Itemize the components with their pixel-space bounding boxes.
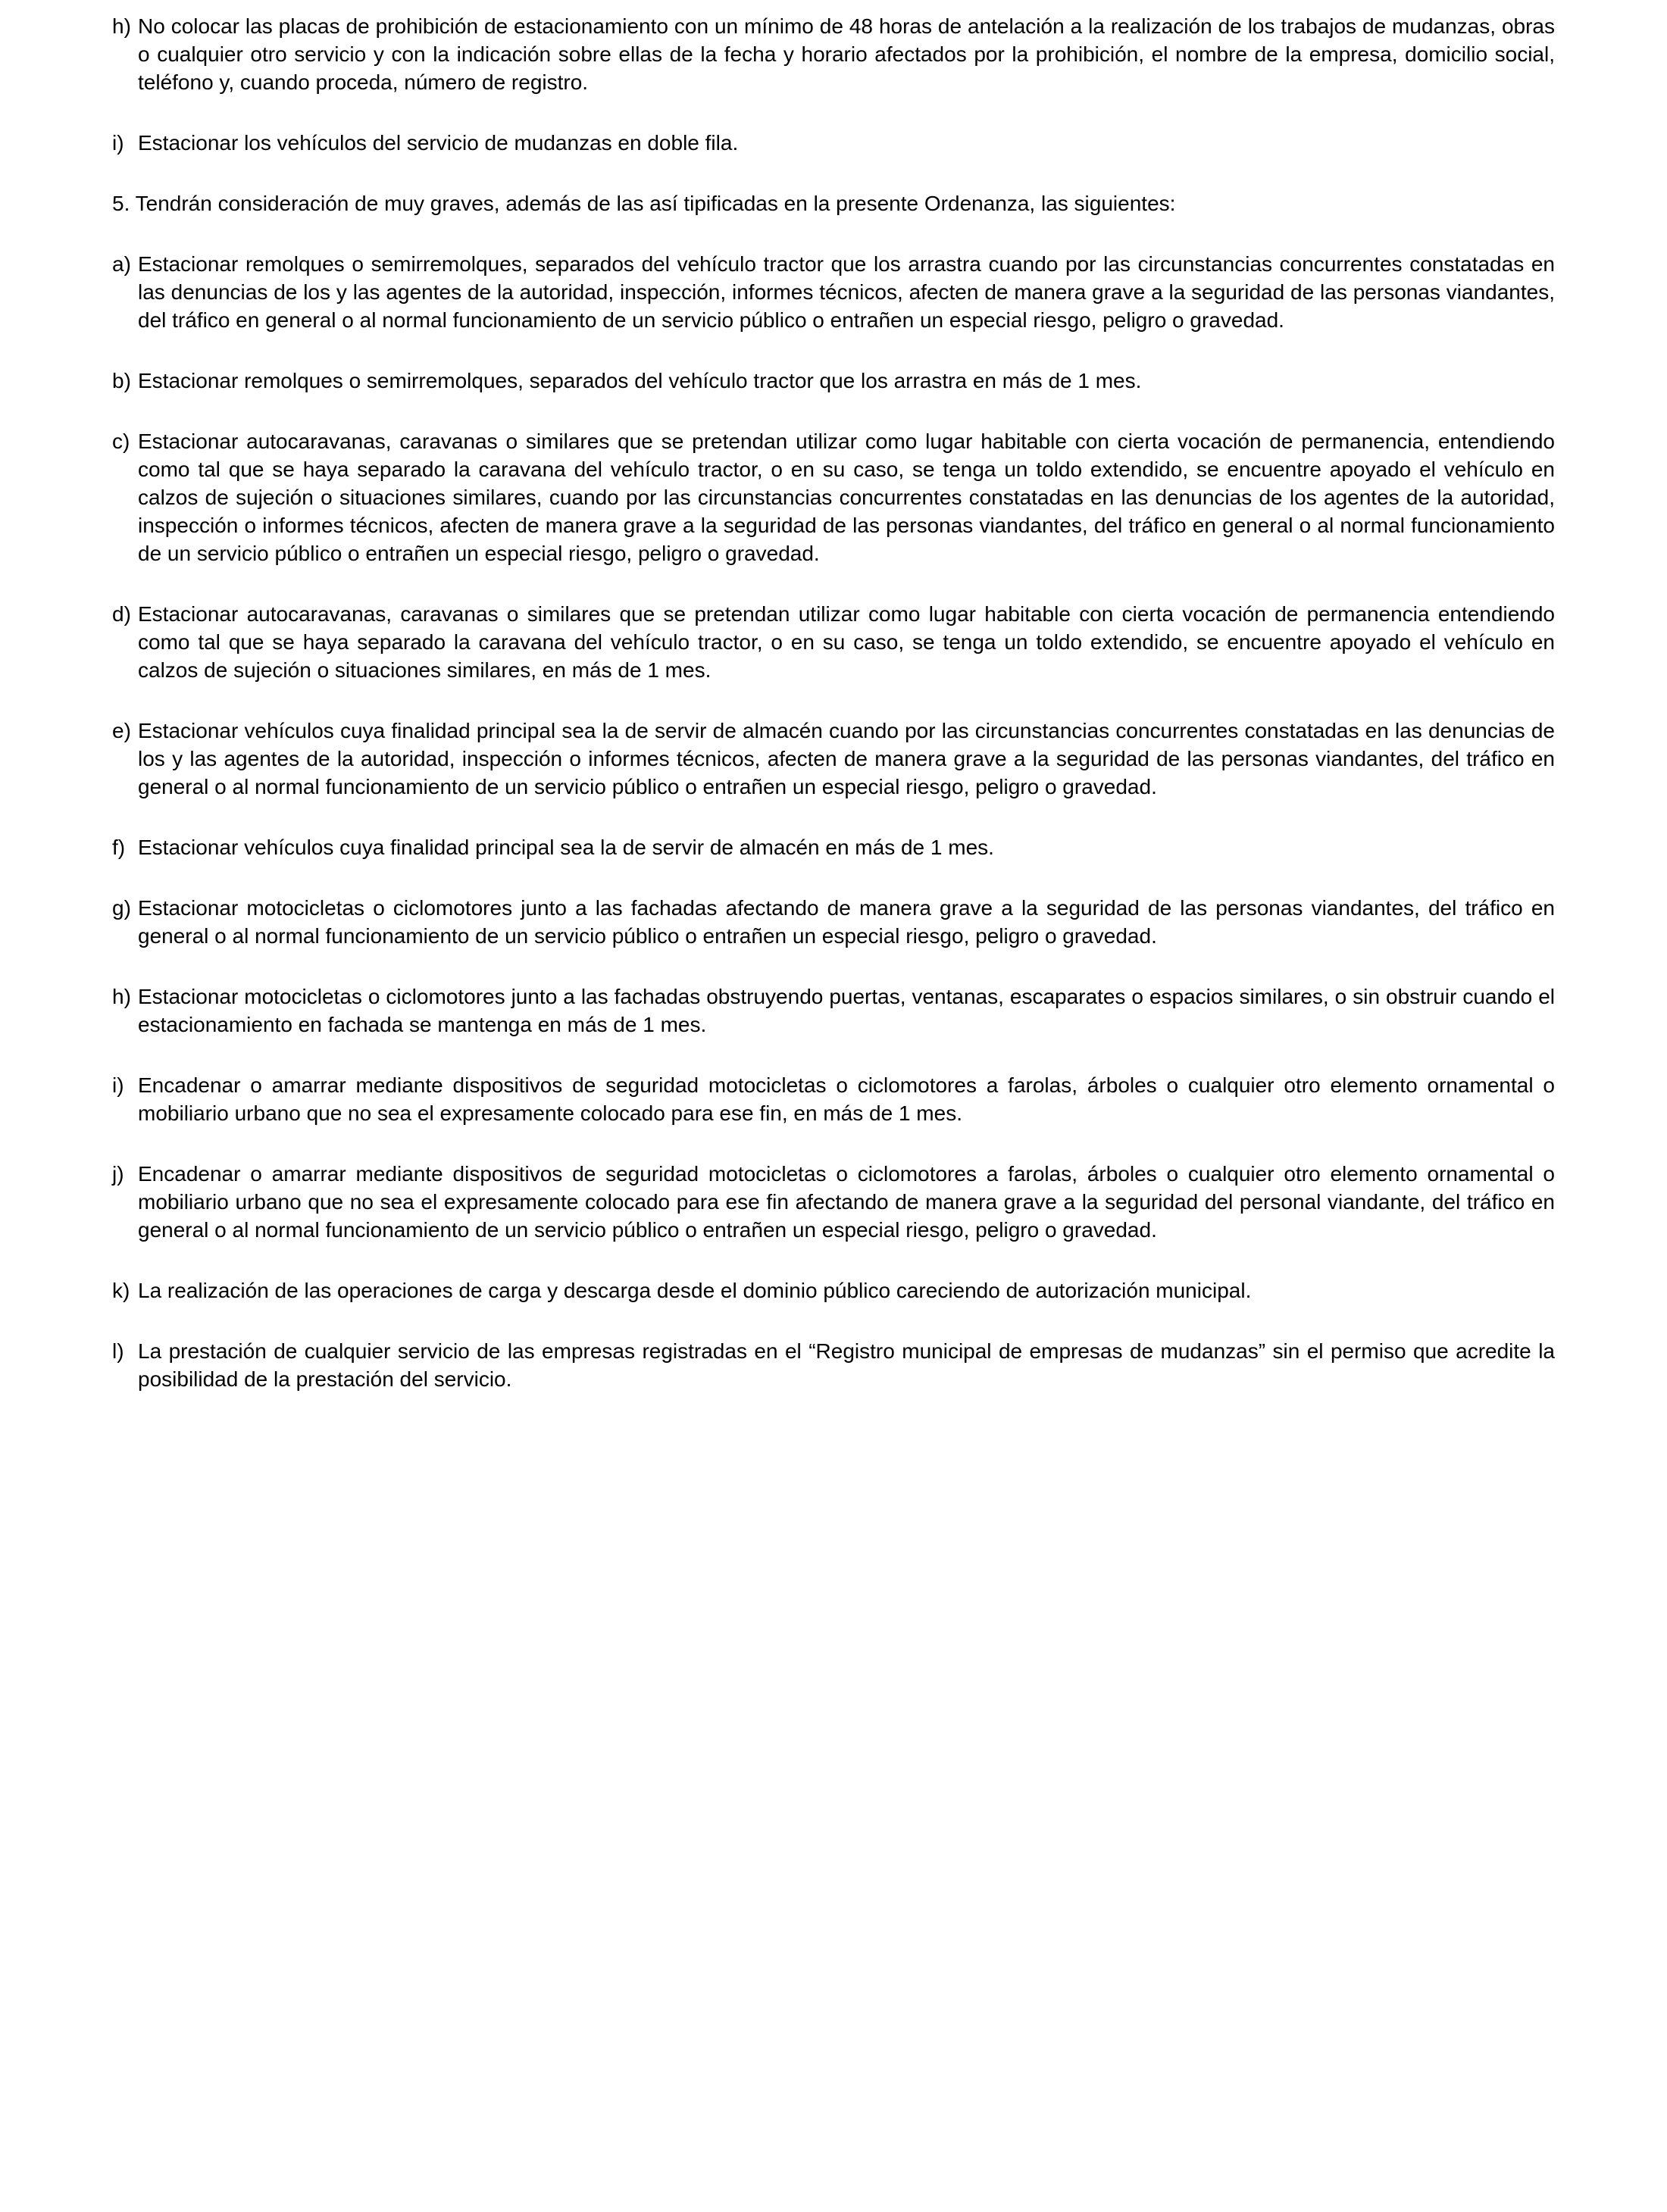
list-item [112, 833, 1555, 861]
list-item-marker: a) [112, 252, 131, 276]
list-item-text: Encadenar o amarrar mediante dispositivos de seguridad motocicletas o ciclomotores a farolas, árboles o cualquier otro elemento ornamental o mobiliario urbano que no sea el expresamente colocado para ese fin, en más de 1 mes. [138, 1073, 1555, 1125]
list-item-marker: b) [112, 369, 131, 392]
list-item-text: La realización de las operaciones de carga y descarga desde el dominio público careciendo de autorización municipal. [138, 1279, 1252, 1302]
list-item-text: Estacionar vehículos cuya finalidad principal sea la de servir de almacén en más de 1 mes. [138, 836, 994, 859]
list-item [112, 12, 1555, 96]
list-item [112, 1071, 1555, 1127]
list-item-marker: h) [112, 14, 131, 38]
list-item [112, 717, 1555, 801]
list-item-text: Estacionar motocicletas o ciclomotores junto a las fachadas afectando de manera grave a la seguridad de las personas viandantes, del tráfico en general o al normal funcionamiento de un servicio público o entrañen un especial riesgo, peligro o gravedad. [138, 896, 1555, 948]
list-item-marker: j) [112, 1162, 124, 1186]
list-item [112, 129, 1555, 157]
list-item-marker: i) [112, 1073, 124, 1097]
list-item-marker: c) [112, 430, 130, 453]
document-body [112, 12, 1555, 1393]
list-item-text: Encadenar o amarrar mediante dispositivos de seguridad motocicletas o ciclomotores a farolas, árboles o cualquier otro elemento ornamental o mobiliario urbano que no sea el expresamente colocado para ese fin afectando de manera grave a la seguridad del personal viandante, del tráfico en general o al normal funcionamiento de un servicio público o entrañen un especial riesgo, peligro o gravedad. [138, 1162, 1555, 1242]
list-item [112, 600, 1555, 684]
list-item-text: Estacionar remolques o semirremolques, separados del vehículo tractor que los arrastra en más de 1 mes. [138, 369, 1142, 392]
list-item-text: Estacionar remolques o semirremolques, separados del vehículo tractor que los arrastra cuando por las circunstancias concurrentes constatadas en las denuncias de los y las agentes de la autoridad, inspección, informes técnicos, afecten de manera grave a la seguridad de las personas viandantes, del tráfico en general o al normal funcionamiento de un servicio público o entrañen un especial riesgo, peligro o gravedad. [138, 252, 1555, 332]
list-item-marker: h) [112, 985, 131, 1008]
list-item [112, 1160, 1555, 1244]
list-item-marker: f) [112, 836, 126, 859]
list-item-text: Estacionar motocicletas o ciclomotores junto a las fachadas obstruyendo puertas, ventanas, escaparates o espacios similares, o sin obstruir cuando el estacionamiento en fachada se mantenga en más de 1 mes. [138, 985, 1555, 1036]
list-item-text: Estacionar los vehículos del servicio de mudanzas en doble fila. [138, 131, 739, 155]
list-item-text: Estacionar autocaravanas, caravanas o similares que se pretendan utilizar como lugar habitable con cierta vocación de permanencia entendiendo como tal que se haya separado la caravana del vehículo tractor, o en su caso, se tenga un toldo extendido, se encuentre apoyado el vehículo en calzos de sujeción o situaciones similares, en más de 1 mes. [138, 602, 1555, 682]
list-item-marker: l) [112, 1339, 124, 1363]
list-item-marker: k) [112, 1279, 130, 1302]
list-item [112, 1337, 1555, 1393]
list-item [112, 983, 1555, 1039]
list-item [112, 1276, 1555, 1304]
list-item [112, 250, 1555, 334]
list-item-text: La prestación de cualquier servicio de las empresas registradas en el “Registro municipal de empresas de mudanzas” sin el permiso que acredite la posibilidad de la prestación del servicio. [138, 1339, 1555, 1391]
list-item [112, 894, 1555, 950]
list-item-marker: e) [112, 719, 131, 742]
list-item-text: Estacionar vehículos cuya finalidad principal sea la de servir de almacén cuando por las circunstancias concurrentes constatadas en las denuncias de los y las agentes de la autoridad, inspección o informes técnicos, afecten de manera grave a la seguridad de las personas viandantes, del tráfico en general o al normal funcionamiento de un servicio público o entrañen un especial riesgo, peligro o gravedad. [138, 719, 1555, 798]
list-item-text: No colocar las placas de prohibición de estacionamiento con un mínimo de 48 horas de antelación a la realización de los trabajos de mudanzas, obras o cualquier otro servicio y con la indicación sobre ellas de la fecha y horario afectados por la prohibición, el nombre de la empresa, domicilio social, teléfono y, cuando proceda, número de registro. [138, 14, 1555, 94]
list-item-text: Estacionar autocaravanas, caravanas o similares que se pretendan utilizar como lugar habitable con cierta vocación de permanencia, entendiendo como tal que se haya separado la caravana del vehículo tractor, o en su caso, se tenga un toldo extendido, se encuentre apoyado el vehículo en calzos de sujeción o situaciones similares, cuando por las circunstancias concurrentes constatadas en las denuncias de los agentes de la autoridad, inspección o informes técnicos, afecten de manera grave a la seguridad de las personas viandantes, del tráfico en general o al normal funcionamiento de un servicio público o entrañen un especial riesgo, peligro o gravedad. [138, 430, 1555, 565]
list-item [112, 367, 1555, 395]
section-paragraph: 5. Tendrán consideración de muy graves, además de las así tipificadas en la presente Ordenanza, las siguientes: [112, 192, 1176, 215]
list-item-marker: i) [112, 131, 124, 155]
list-item-marker: d) [112, 602, 131, 626]
list-item [112, 427, 1555, 567]
list-item-marker: g) [112, 896, 131, 920]
